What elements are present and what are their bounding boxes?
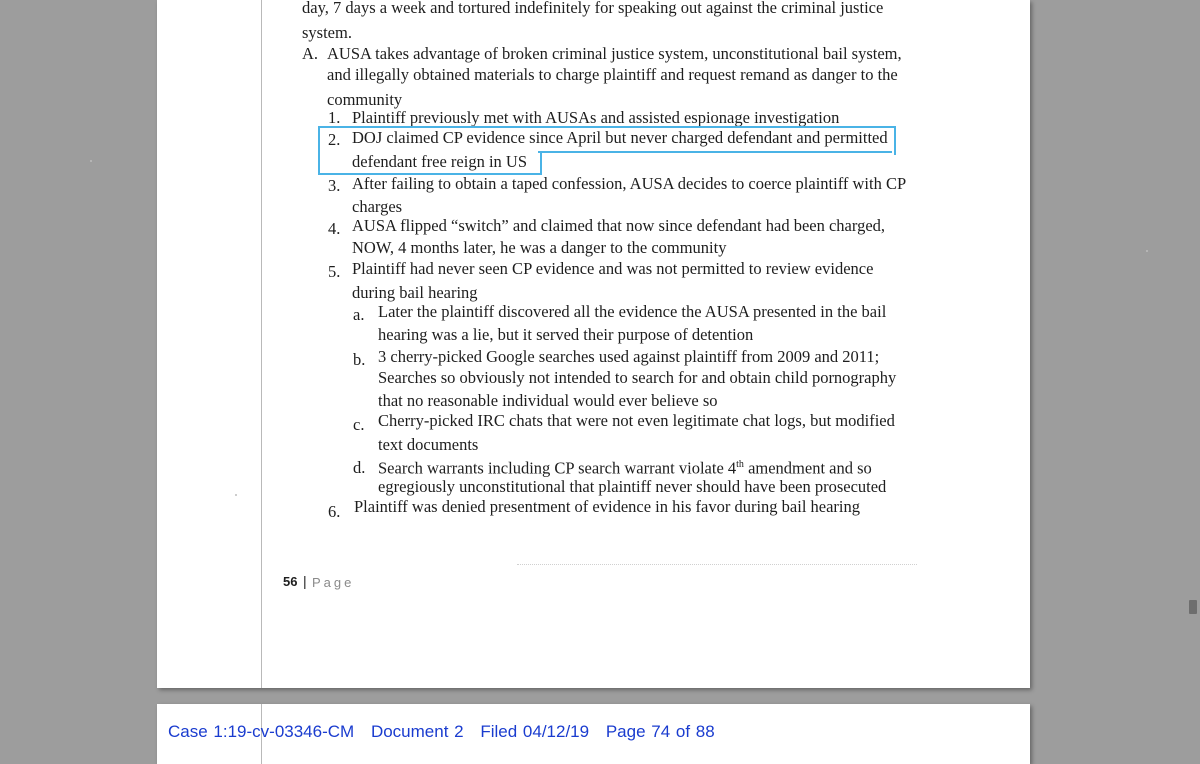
list-marker: b. bbox=[353, 350, 366, 369]
list-marker: c. bbox=[353, 415, 365, 434]
doc-line-highlighted: defendant free reign in US bbox=[352, 152, 528, 171]
list-marker: 1. bbox=[328, 108, 341, 127]
scan-speck bbox=[90, 160, 92, 162]
case-header bbox=[168, 722, 726, 742]
list-marker: A. bbox=[302, 44, 319, 63]
scan-speck bbox=[235, 494, 237, 496]
highlight-annotation bbox=[538, 151, 892, 156]
page-count: Page 74 of 88 bbox=[605, 722, 715, 741]
doc-line-highlighted: DOJ claimed CP evidence since April but never charged defendant and permitted bbox=[352, 128, 888, 147]
list-marker: 5. bbox=[328, 262, 341, 281]
page-footer-separator: | bbox=[303, 573, 307, 589]
list-marker: 2. bbox=[328, 130, 341, 149]
doc-line: during bail hearing bbox=[352, 283, 478, 302]
doc-line: Later the plaintiff discovered all the evidence the AUSA presented in the bail bbox=[378, 302, 887, 321]
doc-line: Plaintiff had never seen CP evidence and was not permitted to review evidence bbox=[352, 259, 874, 278]
doc-line: Cherry-picked IRC chats that were not even legitimate chat logs, but modified bbox=[378, 411, 895, 430]
case-number: Case 1:19-cv-03346-CM bbox=[168, 722, 355, 741]
document-number: Document 2 bbox=[370, 722, 464, 741]
scan-speck bbox=[1146, 250, 1148, 252]
doc-line: Plaintiff was denied presentment of evidence in his favor during bail hearing bbox=[354, 497, 861, 516]
doc-line: community bbox=[327, 90, 403, 109]
doc-line: system. bbox=[302, 23, 352, 42]
doc-line: charges bbox=[352, 197, 403, 216]
doc-line: Searches so obviously not intended to search for and obtain child pornography bbox=[378, 368, 897, 387]
page-margin-line bbox=[261, 0, 262, 688]
doc-line: text documents bbox=[378, 435, 479, 454]
list-marker: 6. bbox=[328, 502, 341, 521]
doc-line: 3 cherry-picked Google searches used against plaintiff from 2009 and 2011; bbox=[378, 347, 880, 366]
doc-line: Plaintiff previously met with AUSAs and assisted espionage investigation bbox=[352, 108, 840, 127]
doc-line: day, 7 days a week and tortured indefinitely for speaking out against the criminal justice bbox=[302, 0, 884, 17]
page-footer-number: 56 bbox=[283, 574, 298, 589]
doc-line: that no reasonable individual would ever believe so bbox=[378, 391, 718, 410]
scrollbar[interactable] bbox=[1186, 0, 1200, 750]
list-marker: d. bbox=[353, 458, 366, 477]
doc-line: AUSA flipped “switch” and claimed that now since defendant had been charged, bbox=[352, 216, 886, 235]
doc-line: NOW, 4 months later, he was a danger to the community bbox=[352, 238, 727, 257]
doc-line: Search warrants including CP search warrant violate 4th amendment and so bbox=[378, 458, 872, 478]
page-footer-label: Page bbox=[312, 575, 355, 590]
doc-line: AUSA takes advantage of broken criminal justice system, unconstitutional bail system, bbox=[327, 44, 902, 63]
list-marker: 4. bbox=[328, 219, 341, 238]
doc-line: and illegally obtained materials to charge plaintiff and request remand as danger to the bbox=[327, 65, 898, 84]
footer-rule bbox=[517, 564, 917, 565]
list-marker: a. bbox=[353, 305, 365, 324]
filed-date: Filed 04/12/19 bbox=[480, 722, 590, 741]
doc-line: hearing was a lie, but it served their purpose of detention bbox=[378, 325, 754, 344]
doc-line: egregiously unconstitutional that plaintiff never should have been prosecuted bbox=[378, 477, 887, 496]
scrollbar-thumb[interactable] bbox=[1189, 600, 1197, 614]
doc-line: After failing to obtain a taped confession, AUSA decides to coerce plaintiff with CP bbox=[352, 174, 907, 193]
document-page bbox=[157, 0, 1030, 688]
list-marker: 3. bbox=[328, 176, 341, 195]
